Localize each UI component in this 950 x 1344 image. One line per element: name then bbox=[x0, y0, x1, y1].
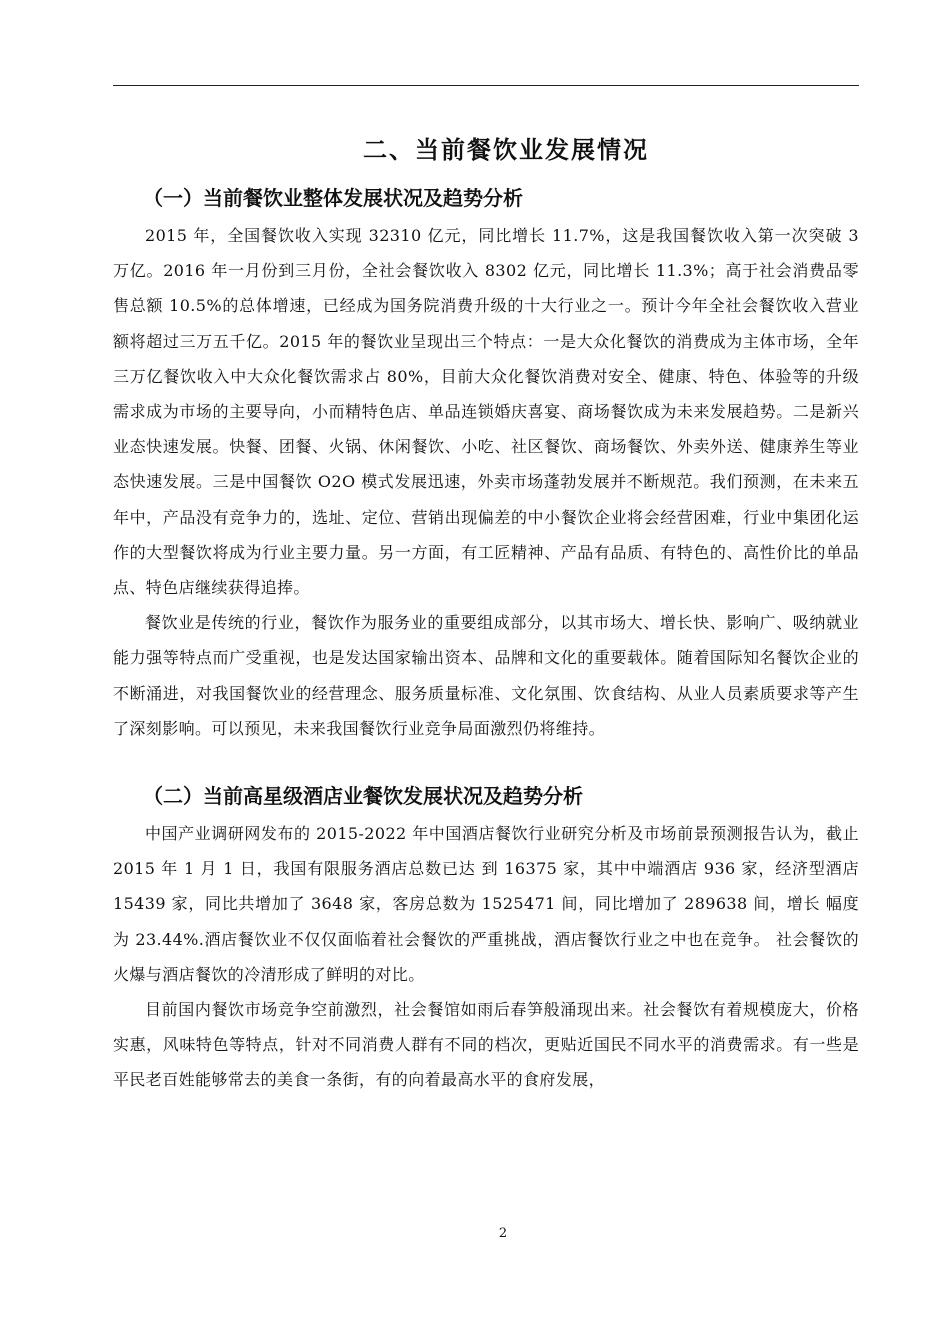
document-body bbox=[113, 110, 859, 1098]
page-title: 二、当前餐饮业发展情况 bbox=[363, 136, 649, 164]
section-heading-1: （一）当前餐饮业整体发展状况及趋势分析 bbox=[143, 186, 523, 210]
paragraph: 目前国内餐饮市场竞争空前激烈，社会餐馆如雨后春笋般涌现出来。社会餐饮有着规模庞大，价格实惠，风味特色等特点，针对不同消费人群有不同的档次，更贴近国民不同水平的消费需求。有一些是平民老百姓能够常去的美食一条街，有的向着最高水平的食府发展， bbox=[113, 1000, 859, 1090]
paragraph: 2015 年，全国餐饮收入实现 32310 亿元，同比增长 11.7%，这是我国餐饮收入第一次突破 3 万亿。2016 年一月份到三月份，全社会餐饮收入 8302 亿元，同比增长 11.3%；高于社会消费品零售总额 10.5%的总体增速，已经成为国务院消费升级的十大行业之一。预计今年全社会餐饮收入营业额将超过三万五千亿。2015 年的餐饮业呈现出三个特点：一是大众化餐饮的消费成为主体市场，全年三万亿餐饮收入中大众化餐饮需求占 80%，目前大众化餐饮消费对安全、健康、特色、体验等的升级需求成为市场的主要导向，小而精特色店、单品连锁婚庆喜宴、商场餐饮成为未来发展趋势。二是新兴业态快速发展。快餐、团餐、火锅、休闲餐饮、小吃、社区餐饮、商场餐饮、外卖外送、健康养生等业态快速发展。三是中国餐饮 O2O 模式发展迅速，外卖市场蓬勃发展并不断规范。我们预测，在未来五年中，产品没有竞争力的，选址、定位、营销出现偏差的中小餐饮企业将会经营困难，行业中集团化运作的大型餐饮将成为行业主要力量。另一方面，有工匠精神、产品有品质、有特色的、高性价比的单品点、特色店继续获得追捧。 bbox=[113, 226, 859, 598]
header-rule bbox=[113, 85, 859, 86]
paragraph: 餐饮业是传统的行业，餐饮作为服务业的重要组成部分，以其市场大、增长快、影响广、吸纳就业能力强等特点而广受重视，也是发达国家输出资本、品牌和文化的重要载体。随着国际知名餐饮企业的不断涌进，对我国餐饮业的经营理念、服务质量标准、文化氛围、饮食结构、从业人员素质要求等产生了深刻影响。可以预见，未来我国餐饮行业竞争局面激烈仍将维持。 bbox=[113, 613, 859, 738]
page-number: 2 bbox=[498, 1226, 508, 1241]
paragraph: 中国产业调研网发布的 2015-2022 年中国酒店餐饮行业研究分析及市场前景预测报告认为，截止 2015 年 1 月 1 日，我国有限服务酒店总数已达 到 16375 家，其中中端酒店 936 家，经济型酒店 15439 家，同比共增加了 3648 家，客房总数为 1525471 间，同比增加了 289638 间，增长 幅度为 23.44%.酒店餐饮业不仅仅面临着社会餐饮的严重挑战，酒店餐饮行业之中也在竞争。 社会餐饮的火爆与酒店餐饮的冷清形成了鲜明的对比。 bbox=[113, 824, 859, 984]
section-heading-2: （二）当前高星级酒店业餐饮发展状况及趋势分析 bbox=[143, 784, 583, 809]
